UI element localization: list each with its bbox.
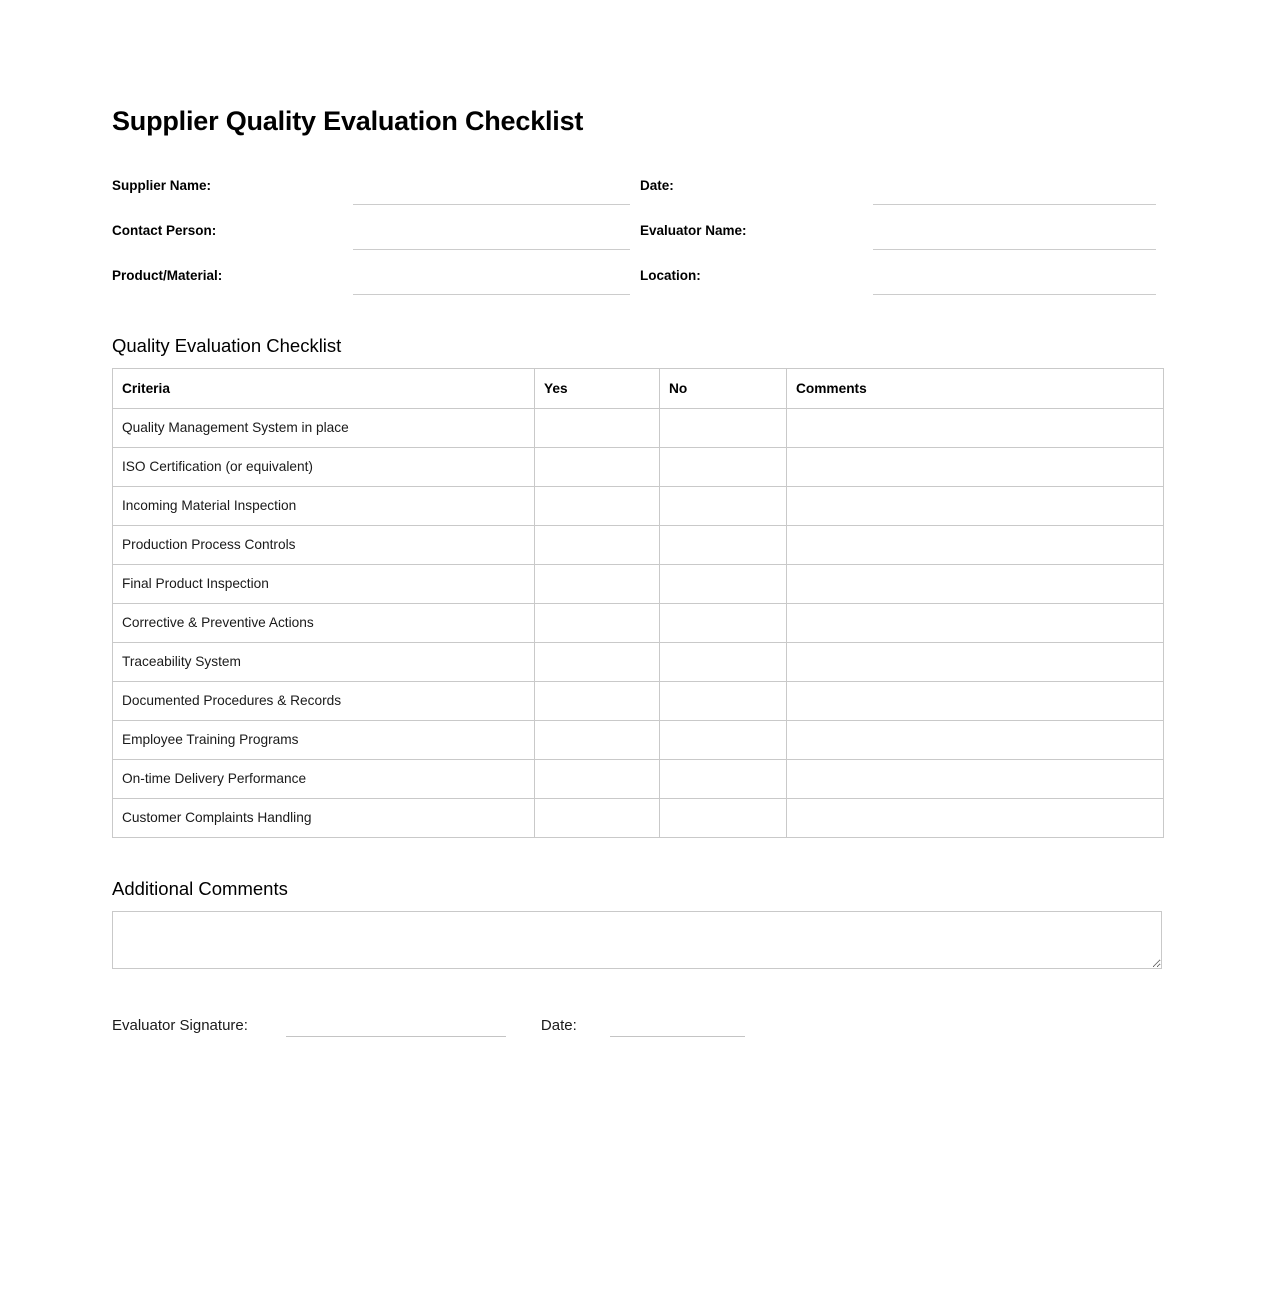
field-location <box>640 268 1162 295</box>
signature-block <box>112 1016 1164 1037</box>
cell-criteria: Documented Procedures & Records <box>113 682 535 721</box>
table-row <box>113 643 1164 682</box>
cell-comments[interactable] <box>787 526 1164 565</box>
field-date <box>640 178 1162 205</box>
cell-no[interactable] <box>660 526 787 565</box>
cell-criteria: On-time Delivery Performance <box>113 760 535 799</box>
cell-yes[interactable] <box>535 526 660 565</box>
cell-no[interactable] <box>660 448 787 487</box>
table-row <box>113 721 1164 760</box>
contact-person-input[interactable] <box>353 224 630 250</box>
supplier-name-input[interactable] <box>353 179 630 205</box>
page-title: Supplier Quality Evaluation Checklist <box>112 106 584 136</box>
cell-comments[interactable] <box>787 643 1164 682</box>
table-row <box>113 604 1164 643</box>
cell-comments[interactable] <box>787 721 1164 760</box>
table-row <box>113 487 1164 526</box>
product-material-label: Product/Material: <box>112 268 223 283</box>
table-header-row <box>113 369 1164 409</box>
column-header-no: No <box>660 369 787 409</box>
cell-comments[interactable] <box>787 682 1164 721</box>
cell-comments[interactable] <box>787 799 1164 838</box>
additional-comments-heading: Additional Comments <box>112 878 288 899</box>
evaluator-name-label: Evaluator Name: <box>640 223 747 238</box>
cell-yes[interactable] <box>535 448 660 487</box>
cell-no[interactable] <box>660 760 787 799</box>
cell-criteria: Quality Management System in place <box>113 409 535 448</box>
column-header-comments: Comments <box>787 369 1164 409</box>
cell-criteria: Employee Training Programs <box>113 721 535 760</box>
document-body <box>112 104 1164 1037</box>
evaluator-name-input[interactable] <box>873 224 1156 250</box>
table-row <box>113 760 1164 799</box>
cell-yes[interactable] <box>535 409 660 448</box>
cell-comments[interactable] <box>787 565 1164 604</box>
cell-no[interactable] <box>660 487 787 526</box>
cell-no[interactable] <box>660 799 787 838</box>
location-input[interactable] <box>873 269 1156 295</box>
cell-criteria: Traceability System <box>113 643 535 682</box>
cell-no[interactable] <box>660 604 787 643</box>
checklist-section-heading: Quality Evaluation Checklist <box>112 335 342 356</box>
cell-yes[interactable] <box>535 760 660 799</box>
field-supplier-name <box>112 178 640 205</box>
evaluator-signature-label: Evaluator Signature: <box>112 1017 248 1034</box>
cell-yes[interactable] <box>535 721 660 760</box>
cell-criteria: Corrective & Preventive Actions <box>113 604 535 643</box>
table-row <box>113 799 1164 838</box>
cell-yes[interactable] <box>535 643 660 682</box>
product-material-input[interactable] <box>353 269 630 295</box>
cell-yes[interactable] <box>535 487 660 526</box>
table-row <box>113 409 1164 448</box>
field-contact-person <box>112 223 640 250</box>
cell-yes[interactable] <box>535 604 660 643</box>
cell-criteria: Final Product Inspection <box>113 565 535 604</box>
date-input[interactable] <box>873 179 1156 205</box>
table-body <box>113 409 1164 838</box>
cell-criteria: Incoming Material Inspection <box>113 487 535 526</box>
cell-no[interactable] <box>660 643 787 682</box>
cell-comments[interactable] <box>787 487 1164 526</box>
location-label: Location: <box>640 268 701 283</box>
cell-comments[interactable] <box>787 448 1164 487</box>
evaluator-signature-input[interactable] <box>286 1017 506 1037</box>
signature-date-label: Date: <box>540 1017 577 1034</box>
cell-no[interactable] <box>660 409 787 448</box>
field-evaluator-name <box>640 223 1162 250</box>
cell-comments[interactable] <box>787 409 1164 448</box>
header-field-row <box>112 250 1162 295</box>
header-field-row <box>112 205 1162 250</box>
cell-criteria: Production Process Controls <box>113 526 535 565</box>
supplier-name-label: Supplier Name: <box>112 178 212 193</box>
table-row <box>113 565 1164 604</box>
column-header-criteria: Criteria <box>113 369 535 409</box>
cell-comments[interactable] <box>787 760 1164 799</box>
cell-yes[interactable] <box>535 799 660 838</box>
cell-no[interactable] <box>660 682 787 721</box>
cell-criteria: ISO Certification (or equivalent) <box>113 448 535 487</box>
header-field-row <box>112 160 1162 205</box>
table-row <box>113 526 1164 565</box>
cell-no[interactable] <box>660 721 787 760</box>
cell-comments[interactable] <box>787 604 1164 643</box>
quality-evaluation-checklist-table <box>112 368 1164 838</box>
table-row <box>113 682 1164 721</box>
contact-person-label: Contact Person: <box>112 223 217 238</box>
header-fields-grid <box>112 160 1162 295</box>
cell-yes[interactable] <box>535 682 660 721</box>
additional-comments-textarea[interactable] <box>112 911 1162 969</box>
cell-no[interactable] <box>660 565 787 604</box>
column-header-yes: Yes <box>535 369 660 409</box>
date-label: Date: <box>640 178 674 193</box>
table-row <box>113 448 1164 487</box>
signature-date-input[interactable] <box>610 1017 745 1037</box>
cell-criteria: Customer Complaints Handling <box>113 799 535 838</box>
field-product-material <box>112 268 640 295</box>
cell-yes[interactable] <box>535 565 660 604</box>
table-head <box>113 369 1164 409</box>
